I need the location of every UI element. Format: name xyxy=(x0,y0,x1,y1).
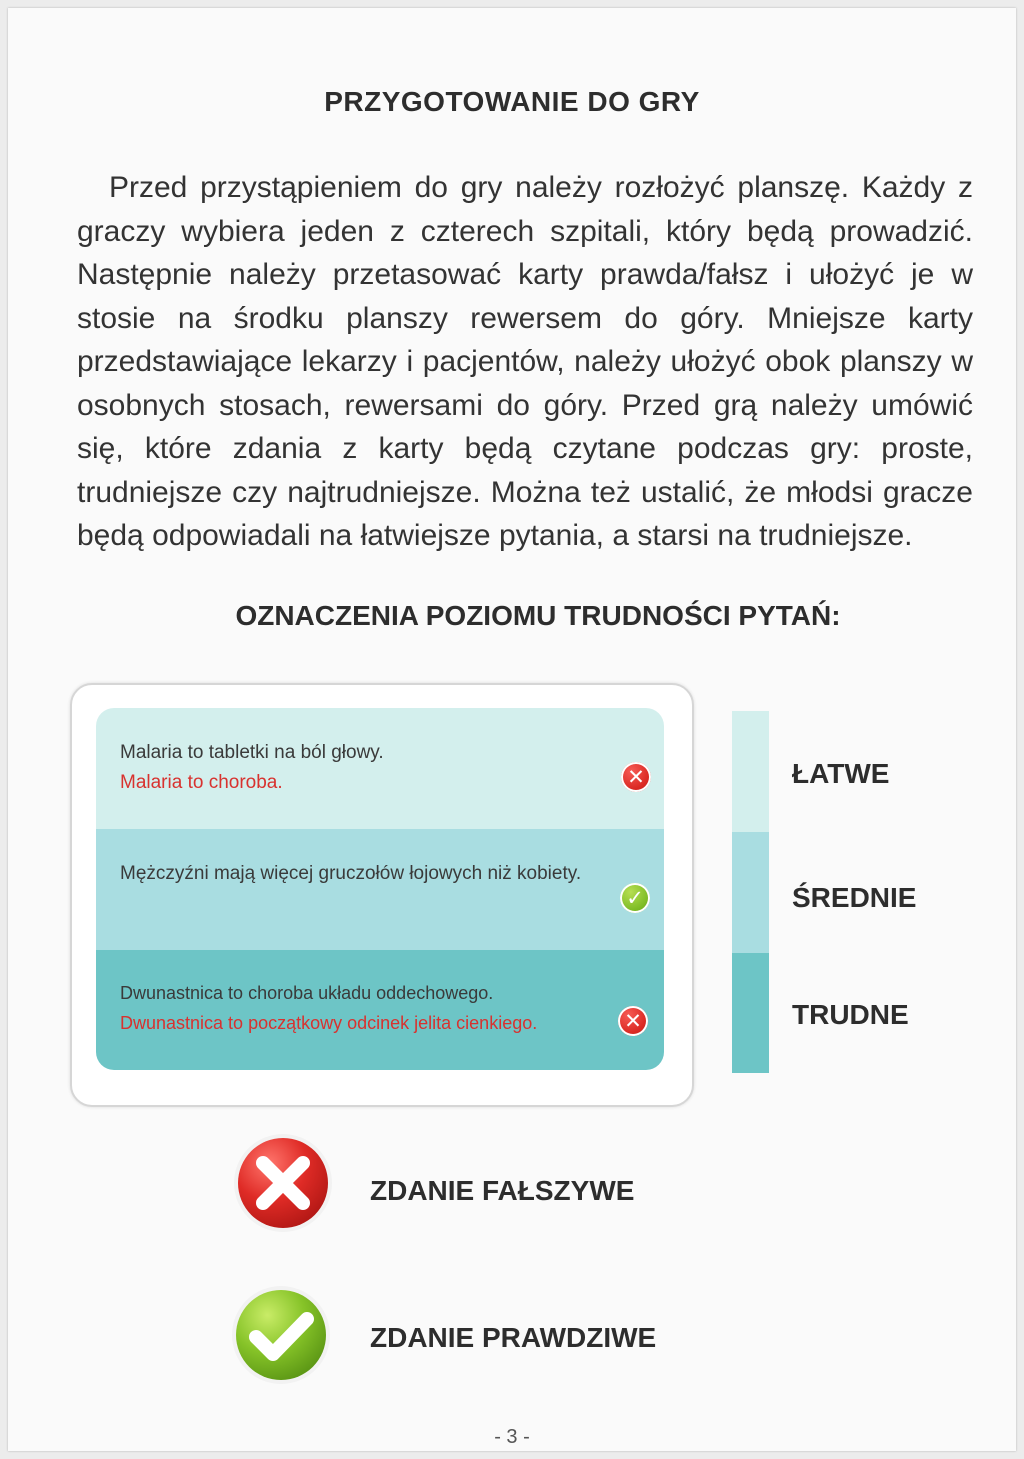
easy-question-section xyxy=(96,708,664,829)
easy-statement: Malaria to tabletki na ból głowy. xyxy=(120,742,384,763)
example-question-card xyxy=(96,708,664,1070)
true-statement-label: ZDANIE PRAWDZIWE xyxy=(370,1322,657,1353)
hard-difficulty-label: TRUDNE xyxy=(792,999,909,1030)
hard-correction: Dwunastnica to początkowy odcinek jelita cienkiego. xyxy=(120,1013,538,1033)
medium-question-text xyxy=(120,859,600,889)
easy-question-text xyxy=(120,738,590,798)
medium-difficulty-label: ŚREDNIE xyxy=(792,882,917,913)
green-check-circle-icon xyxy=(230,1284,332,1386)
hard-question-section xyxy=(96,950,664,1070)
page-number: - 3 - xyxy=(494,1426,530,1448)
false-statement-label: ZDANIE FAŁSZYWE xyxy=(370,1175,635,1206)
hard-statement: Dwunastnica to choroba układu oddechowego. xyxy=(120,983,494,1003)
red-x-circle-icon xyxy=(232,1132,334,1234)
easy-difficulty-label: ŁATWE xyxy=(792,758,890,789)
hard-question-text xyxy=(120,978,610,1038)
difficulty-color-scale xyxy=(732,711,769,1073)
hard-color-bar xyxy=(732,953,769,1073)
medium-color-bar xyxy=(732,832,769,953)
difficulty-legend-heading: OZNACZENIA POZIOMU TRUDNOŚCI PYTAŃ: xyxy=(235,600,841,631)
game-instructions-page xyxy=(8,8,1016,1451)
false-icon: ✕ xyxy=(621,762,651,792)
page-title: PRZYGOTOWANIE DO GRY xyxy=(324,86,700,117)
easy-color-bar xyxy=(732,711,769,832)
false-icon: ✕ xyxy=(618,1006,648,1036)
setup-instructions-paragraph: Przed przystąpieniem do gry należy rozłożyć planszę. Każdy z graczy wybiera jeden z czterech szpitali, który będą prowadzić. Następnie należy przetasować karty prawda/fałsz i ułożyć je w stosie na środku planszy rewersem do góry. Mniejsze karty przedstawiające lekarzy i pacjentów, należy ułożyć obok planszy w osobnych stosach, rewersami do góry. Przed grą należy umówić się, które zdania z karty będą czytane podczas gry: proste, trudniejsze czy najtrudniejsze. Można też ustalić, że młodsi gracze będą odpowiadali na łatwiejsze pytania, a starsi na trudniejsze. xyxy=(77,171,973,552)
medium-question-section xyxy=(96,829,664,950)
medium-statement: Mężczyźni mają więcej gruczołów łojowych niż kobiety. xyxy=(120,863,582,884)
easy-correction: Malaria to choroba. xyxy=(120,772,283,793)
true-icon: ✓ xyxy=(620,883,650,913)
